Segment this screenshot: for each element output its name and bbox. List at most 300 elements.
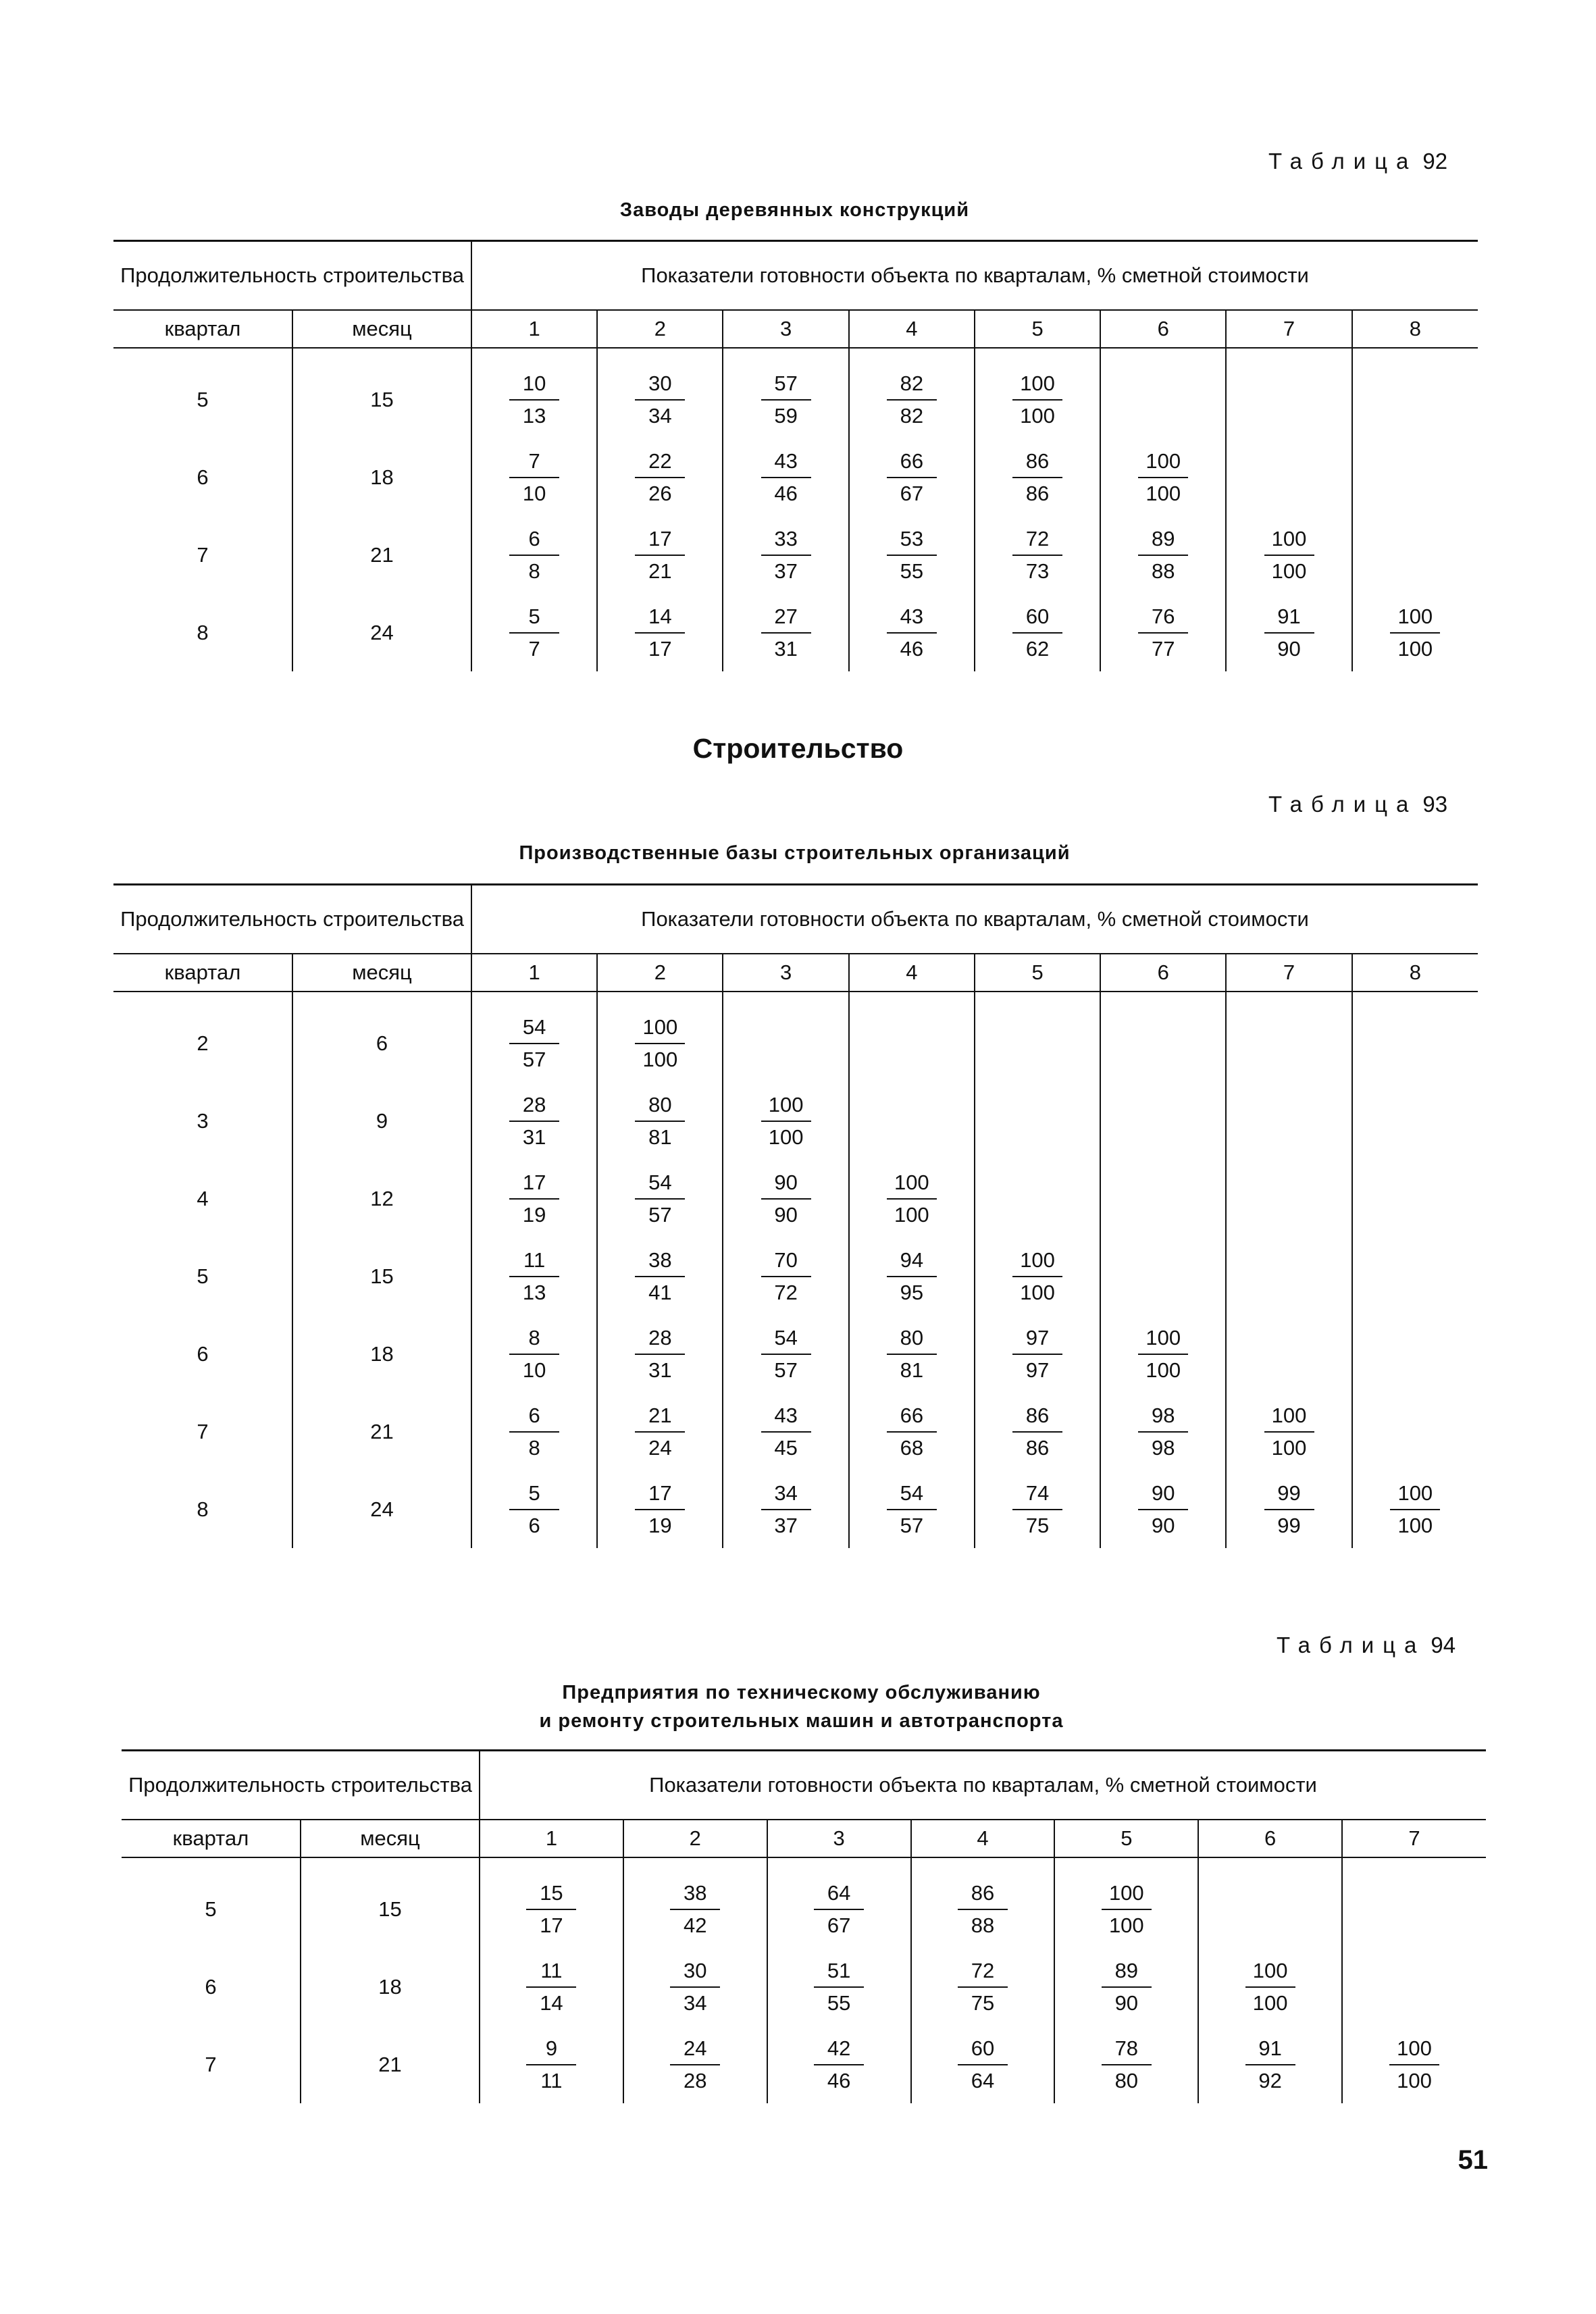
col-header: 2: [597, 310, 723, 348]
value-cell: [1352, 1082, 1478, 1160]
value-cell: [911, 1948, 1055, 2026]
value-cell: [849, 1082, 975, 1160]
fraction: [761, 1092, 811, 1150]
numerator: 100: [1138, 1325, 1188, 1355]
value-cell: [975, 438, 1100, 516]
denominator: 86: [1025, 1435, 1050, 1460]
denominator: 14: [540, 1990, 563, 2015]
value-cell: [723, 1237, 848, 1315]
numerator: 80: [887, 1325, 937, 1355]
value-cell: [975, 516, 1100, 594]
denominator: 72: [774, 1280, 798, 1304]
quarter-cell: 8: [197, 1497, 209, 1521]
fraction: [1264, 1481, 1314, 1539]
value-cell: [849, 594, 975, 671]
fraction: [1245, 2036, 1295, 2094]
fraction: [887, 526, 937, 584]
col-header: 7: [1226, 310, 1352, 348]
quarter-cell: 2: [197, 1031, 209, 1055]
fraction: [635, 1481, 685, 1539]
value-cell: [1226, 1470, 1352, 1548]
quarter-cell: 6: [197, 465, 209, 489]
value-cell: [1342, 1948, 1486, 2026]
value-cell: [1226, 438, 1352, 516]
fraction: [814, 1958, 864, 2016]
value-cell: [723, 1004, 848, 1082]
value-cell: [723, 361, 848, 438]
fraction: [814, 1880, 864, 1938]
value-cell: [1352, 1393, 1478, 1470]
numerator: 91: [1264, 604, 1314, 634]
denominator: 100: [1020, 1280, 1055, 1304]
table-row: [122, 1870, 1486, 1948]
fraction: [887, 371, 937, 429]
month-cell: 15: [292, 361, 471, 438]
numerator: 7: [509, 448, 559, 478]
denominator: 90: [1277, 636, 1301, 661]
value-cell: [597, 1160, 723, 1237]
fraction: [526, 2036, 576, 2094]
value-cell: [975, 1393, 1100, 1470]
month-cell: 15: [292, 1237, 471, 1315]
value-cell: [723, 1315, 848, 1393]
fraction: [509, 1325, 559, 1383]
value-cell: [723, 594, 848, 671]
col-header: 4: [849, 310, 975, 348]
numerator: 28: [635, 1325, 685, 1355]
fraction: [635, 1092, 685, 1150]
month-cell: 18: [292, 1315, 471, 1393]
fraction: [761, 1170, 811, 1228]
duration-header: Продолжительность строительства: [113, 885, 471, 954]
value-cell: [975, 1082, 1100, 1160]
month-cell: 24: [292, 1470, 471, 1548]
col-header: 1: [471, 954, 597, 992]
fraction: [670, 2036, 720, 2094]
value-cell: [1352, 1470, 1478, 1548]
value-cell: [1226, 1237, 1352, 1315]
value-cell: [1100, 438, 1226, 516]
fraction: [1264, 1403, 1314, 1461]
numerator: 28: [509, 1092, 559, 1122]
value-cell: [471, 594, 597, 671]
table-title: [122, 1678, 1481, 1735]
table-row: [113, 1082, 1478, 1160]
value-cell: [1054, 1870, 1198, 1948]
denominator: 17: [540, 1913, 563, 1937]
denominator: 13: [522, 403, 546, 428]
numerator: 100: [1012, 1248, 1062, 1277]
value-cell: [471, 516, 597, 594]
col-header: 2: [597, 954, 723, 992]
fraction: [526, 1958, 576, 2016]
fraction: [1012, 1481, 1062, 1539]
value-cell: [1100, 1393, 1226, 1470]
numerator: 100: [1012, 371, 1062, 401]
quarter-cell: 5: [197, 387, 209, 411]
col-header: 6: [1198, 1820, 1342, 1857]
denominator: 100: [1252, 1990, 1288, 2015]
value-cell: [1352, 361, 1478, 438]
fraction: [1138, 448, 1188, 507]
table-row: [113, 1160, 1478, 1237]
numerator: 15: [526, 1880, 576, 1910]
denominator: 8: [528, 559, 540, 583]
month-cell: 12: [292, 1160, 471, 1237]
numerator: 38: [670, 1880, 720, 1910]
numerator: 14: [635, 604, 685, 634]
value-cell: [911, 2026, 1055, 2103]
fraction: [1012, 1403, 1062, 1461]
denominator: 13: [522, 1280, 546, 1304]
numerator: 90: [761, 1170, 811, 1200]
value-cell: [471, 1082, 597, 1160]
denominator: 46: [774, 481, 798, 505]
value-cell: [1226, 516, 1352, 594]
value-cell: [1100, 361, 1226, 438]
numerator: 60: [958, 2036, 1008, 2065]
value-cell: [1198, 1948, 1342, 2026]
fraction: [958, 1958, 1008, 2016]
denominator: 81: [900, 1358, 924, 1382]
quarter-cell: 3: [197, 1108, 209, 1133]
numerator: 30: [670, 1958, 720, 1988]
month-cell: 9: [292, 1082, 471, 1160]
denominator: 100: [1397, 1513, 1433, 1537]
denominator: 19: [648, 1513, 672, 1537]
indicators-header: Показатели готовности объекта по кварталам, % сметной стоимости: [471, 885, 1478, 954]
denominator: 92: [1258, 2068, 1282, 2092]
value-cell: [849, 1004, 975, 1082]
value-cell: [597, 1237, 723, 1315]
table-row: [113, 1470, 1478, 1548]
table-row: [113, 361, 1478, 438]
denominator: 81: [648, 1125, 672, 1149]
value-cell: [1352, 594, 1478, 671]
numerator: 34: [761, 1481, 811, 1510]
denominator: 90: [1152, 1513, 1175, 1537]
denominator: 57: [648, 1202, 672, 1227]
col-header: 5: [975, 310, 1100, 348]
duration-header: Продолжительность строительства: [122, 1751, 480, 1820]
denominator: 75: [971, 1990, 995, 2015]
table-row: [122, 1948, 1486, 2026]
fraction: [761, 1403, 811, 1461]
table-label: [1268, 792, 1447, 817]
table-title-line: и ремонту строительных машин и автотранспорта: [539, 1710, 1064, 1732]
data-table: [113, 240, 1478, 671]
fraction: [1012, 448, 1062, 507]
fraction: [1102, 2036, 1152, 2094]
table-number: 92: [1422, 149, 1448, 174]
page-number: 51: [1458, 2145, 1488, 2175]
denominator: 67: [827, 1913, 851, 1937]
denominator: 77: [1152, 636, 1175, 661]
denominator: 11: [540, 2068, 563, 2092]
numerator: 8: [509, 1325, 559, 1355]
fraction: [509, 526, 559, 584]
fraction: [1012, 604, 1062, 662]
value-cell: [597, 1393, 723, 1470]
numerator: 82: [887, 371, 937, 401]
numerator: 78: [1102, 2036, 1152, 2065]
quarter-cell: 7: [197, 542, 209, 567]
table-title: Производственные базы строительных организаций: [519, 842, 1071, 864]
fraction: [509, 604, 559, 662]
value-cell: [1226, 1160, 1352, 1237]
fraction: [887, 1403, 937, 1461]
numerator: 6: [509, 1403, 559, 1433]
col-header: 4: [911, 1820, 1055, 1857]
fraction: [1389, 2036, 1439, 2094]
quarter-cell: 8: [197, 620, 209, 644]
numerator: 21: [635, 1403, 685, 1433]
numerator: 5: [509, 604, 559, 634]
denominator: 31: [774, 636, 798, 661]
fraction: [761, 1248, 811, 1306]
denominator: 100: [894, 1202, 929, 1227]
denominator: 42: [684, 1913, 707, 1937]
value-cell: [623, 2026, 767, 2103]
denominator: 73: [1025, 559, 1050, 583]
value-cell: [849, 361, 975, 438]
quarter-cell: 5: [205, 1897, 217, 1921]
table-row: [113, 1237, 1478, 1315]
table-row: [113, 1393, 1478, 1470]
value-cell: [597, 1082, 723, 1160]
value-cell: [1352, 438, 1478, 516]
fraction: [1012, 1248, 1062, 1306]
fraction: [509, 1481, 559, 1539]
table-label: [1268, 149, 1447, 174]
denominator: 55: [827, 1990, 851, 2015]
denominator: 88: [971, 1913, 995, 1937]
value-cell: [723, 1082, 848, 1160]
denominator: 97: [1025, 1358, 1050, 1382]
value-cell: [1100, 1082, 1226, 1160]
denominator: 67: [900, 481, 924, 505]
quarter-cell: 6: [197, 1341, 209, 1366]
value-cell: [1100, 1315, 1226, 1393]
value-cell: [723, 1393, 848, 1470]
value-cell: [597, 438, 723, 516]
denominator: 37: [774, 1513, 798, 1537]
value-cell: [1100, 1160, 1226, 1237]
denominator: 100: [642, 1047, 678, 1071]
fraction: [670, 1958, 720, 2016]
value-cell: [1226, 1082, 1352, 1160]
denominator: 7: [528, 636, 540, 661]
value-cell: [597, 361, 723, 438]
value-cell: [1198, 2026, 1342, 2103]
denominator: 100: [1397, 636, 1433, 661]
col-header: 3: [723, 954, 848, 992]
value-cell: [1226, 594, 1352, 671]
numerator: 66: [887, 1403, 937, 1433]
month-header: месяц: [292, 954, 471, 992]
quarter-cell: 7: [197, 1419, 209, 1443]
fraction: [670, 1880, 720, 1938]
denominator: 34: [684, 1990, 707, 2015]
value-cell: [1352, 1160, 1478, 1237]
value-cell: [1352, 1315, 1478, 1393]
quarter-cell: 4: [197, 1186, 209, 1210]
fraction: [635, 371, 685, 429]
denominator: 86: [1025, 481, 1050, 505]
denominator: 45: [774, 1435, 798, 1460]
fraction: [887, 1248, 937, 1306]
value-cell: [1100, 1004, 1226, 1082]
denominator: 26: [648, 481, 672, 505]
numerator: 86: [1012, 1403, 1062, 1433]
denominator: 98: [1152, 1435, 1175, 1460]
value-cell: [849, 1393, 975, 1470]
section-title: Строительство: [692, 733, 904, 764]
numerator: 89: [1138, 526, 1188, 556]
denominator: 100: [1271, 1435, 1307, 1460]
month-header: месяц: [301, 1820, 480, 1857]
numerator: 17: [635, 1481, 685, 1510]
value-cell: [1100, 516, 1226, 594]
numerator: 86: [1012, 448, 1062, 478]
value-cell: [1342, 2026, 1486, 2103]
table-row: [113, 594, 1478, 671]
month-cell: 24: [292, 594, 471, 671]
denominator: 100: [1108, 1913, 1144, 1937]
col-header: 3: [767, 1820, 911, 1857]
numerator: 30: [635, 371, 685, 401]
value-cell: [849, 1315, 975, 1393]
denominator: 10: [522, 1358, 546, 1382]
fraction: [1264, 526, 1314, 584]
value-cell: [975, 1160, 1100, 1237]
denominator: 100: [1145, 481, 1181, 505]
value-cell: [1226, 1315, 1352, 1393]
value-cell: [767, 1948, 911, 2026]
quarter-header: квартал: [113, 310, 292, 348]
value-cell: [975, 1470, 1100, 1548]
value-cell: [723, 516, 848, 594]
table-row: [113, 1004, 1478, 1082]
numerator: 43: [887, 604, 937, 634]
table-number: 93: [1422, 792, 1448, 817]
month-cell: 21: [292, 516, 471, 594]
value-cell: [623, 1870, 767, 1948]
denominator: 64: [971, 2068, 995, 2092]
value-cell: [1352, 1237, 1478, 1315]
fraction: [887, 1170, 937, 1228]
fraction: [509, 448, 559, 507]
col-header: 6: [1100, 954, 1226, 992]
denominator: 46: [827, 2068, 851, 2092]
numerator: 86: [958, 1880, 1008, 1910]
fraction: [761, 448, 811, 507]
table-row: [113, 1315, 1478, 1393]
value-cell: [480, 1870, 623, 1948]
col-header: 5: [1054, 1820, 1198, 1857]
denominator: 24: [648, 1435, 672, 1460]
value-cell: [471, 438, 597, 516]
numerator: 98: [1138, 1403, 1188, 1433]
fraction: [1138, 1403, 1188, 1461]
fraction: [1012, 1325, 1062, 1383]
fraction: [509, 1248, 559, 1306]
fraction: [509, 1170, 559, 1228]
value-cell: [471, 1315, 597, 1393]
numerator: 94: [887, 1248, 937, 1277]
numerator: 70: [761, 1248, 811, 1277]
value-cell: [723, 1160, 848, 1237]
numerator: 9: [526, 2036, 576, 2065]
fraction: [635, 526, 685, 584]
fraction: [635, 1248, 685, 1306]
value-cell: [723, 1470, 848, 1548]
quarter-header: квартал: [122, 1820, 301, 1857]
value-cell: [1352, 1004, 1478, 1082]
numerator: 33: [761, 526, 811, 556]
value-cell: [767, 2026, 911, 2103]
value-cell: [597, 1315, 723, 1393]
col-header: 3: [723, 310, 848, 348]
month-cell: 18: [292, 438, 471, 516]
numerator: 10: [509, 371, 559, 401]
fraction: [761, 526, 811, 584]
numerator: 97: [1012, 1325, 1062, 1355]
value-cell: [1054, 2026, 1198, 2103]
denominator: 46: [900, 636, 924, 661]
fraction: [509, 371, 559, 429]
col-header: 5: [975, 954, 1100, 992]
quarter-cell: 6: [205, 1974, 217, 1999]
data-table: [113, 883, 1478, 1548]
numerator: 100: [1102, 1880, 1152, 1910]
denominator: 100: [1397, 2068, 1432, 2092]
value-cell: [849, 1237, 975, 1315]
fraction: [1264, 604, 1314, 662]
fraction: [635, 1325, 685, 1383]
denominator: 82: [900, 403, 924, 428]
value-cell: [1342, 1870, 1486, 1948]
numerator: 76: [1138, 604, 1188, 634]
fraction: [1012, 371, 1062, 429]
table-title: Заводы деревянных конструкций: [619, 199, 970, 221]
value-cell: [471, 1004, 597, 1082]
denominator: 8: [528, 1435, 540, 1460]
numerator: 100: [887, 1170, 937, 1200]
value-cell: [975, 594, 1100, 671]
data-table: [122, 1749, 1486, 2103]
value-cell: [1226, 1393, 1352, 1470]
fraction: [1102, 1880, 1152, 1938]
value-cell: [597, 594, 723, 671]
value-cell: [597, 516, 723, 594]
denominator: 99: [1277, 1513, 1301, 1537]
denominator: 28: [684, 2068, 707, 2092]
numerator: 100: [1264, 1403, 1314, 1433]
numerator: 100: [761, 1092, 811, 1122]
fraction: [1390, 1481, 1440, 1539]
denominator: 34: [648, 403, 672, 428]
table-row: [122, 2026, 1486, 2103]
table-label-word: Таблица: [1268, 792, 1418, 817]
numerator: 6: [509, 526, 559, 556]
numerator: 60: [1012, 604, 1062, 634]
fraction: [1102, 1958, 1152, 2016]
value-cell: [911, 1870, 1055, 1948]
numerator: 54: [761, 1325, 811, 1355]
denominator: 37: [774, 559, 798, 583]
month-cell: 6: [292, 1004, 471, 1082]
